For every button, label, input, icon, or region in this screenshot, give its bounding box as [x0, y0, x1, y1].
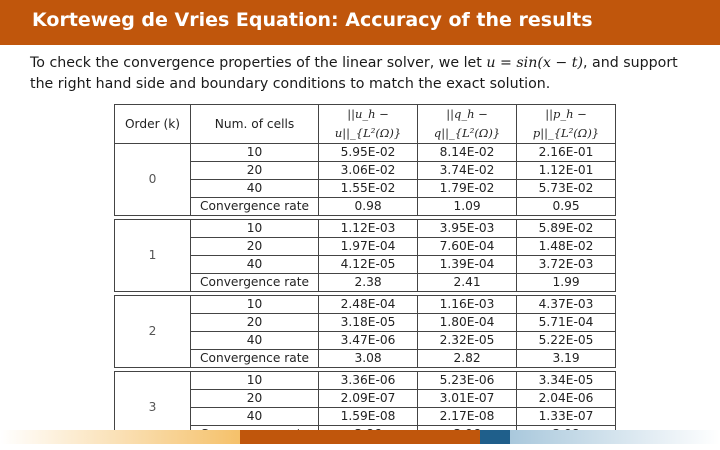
- error-cell: 1.79E-02: [418, 180, 517, 198]
- footer-bar: [0, 430, 720, 444]
- error-cell: 5.95E-02: [319, 144, 418, 162]
- cells-cell: 40: [191, 180, 319, 198]
- cells-cell: 20: [191, 162, 319, 180]
- table-row: [115, 390, 616, 408]
- error-cell: 3.34E-05: [517, 372, 616, 390]
- intro-text-1: To check the convergence properties of the linear solver, we let: [30, 55, 487, 71]
- table-row: [115, 162, 616, 180]
- error-cell: 3.06E-02: [319, 162, 418, 180]
- cells-cell: 40: [191, 408, 319, 426]
- error-cell: 5.22E-05: [517, 332, 616, 350]
- error-cell: 2.38: [319, 274, 418, 292]
- error-cell: 2.41: [418, 274, 517, 292]
- error-cell: 5.73E-02: [517, 180, 616, 198]
- cells-cell: 20: [191, 390, 319, 408]
- error-cell: 3.95E-03: [418, 220, 517, 238]
- table-row: [115, 220, 616, 238]
- footer-segment: [510, 430, 720, 444]
- cells-cell: 10: [191, 144, 319, 162]
- footer-segment: [240, 430, 480, 444]
- error-cell: 8.14E-02: [418, 144, 517, 162]
- error-cell: 2.09E-07: [319, 390, 418, 408]
- error-cell: 0.98: [319, 198, 418, 216]
- error-cell: 2.32E-05: [418, 332, 517, 350]
- intro-math: u = sin(x − t): [486, 55, 584, 71]
- table-row: [115, 274, 616, 292]
- error-cell: 3.01E-07: [418, 390, 517, 408]
- error-cell: 1.39E-04: [418, 256, 517, 274]
- error-cell: 1.16E-03: [418, 296, 517, 314]
- table-body: [115, 144, 616, 444]
- table-header-row: [115, 105, 616, 144]
- table-row: [115, 296, 616, 314]
- error-cell: 1.09: [418, 198, 517, 216]
- accuracy-table: [114, 104, 616, 444]
- error-cell: 2.82: [418, 350, 517, 368]
- table-row: [115, 144, 616, 162]
- error-cell: 1.12E-01: [517, 162, 616, 180]
- cells-cell: 10: [191, 296, 319, 314]
- header-p-error: ||p_h − p||_{L²(Ω)}: [517, 105, 616, 144]
- error-cell: 2.17E-08: [418, 408, 517, 426]
- error-cell: 1.48E-02: [517, 238, 616, 256]
- header-u-error: ||u_h − u||_{L²(Ω)}: [319, 105, 418, 144]
- cells-cell: 20: [191, 314, 319, 332]
- cells-cell: 40: [191, 332, 319, 350]
- cells-cell: Convergence rate: [191, 198, 319, 216]
- error-cell: 7.60E-04: [418, 238, 517, 256]
- table-row: [115, 198, 616, 216]
- cells-cell: Convergence rate: [191, 350, 319, 368]
- header-q-error: ||q_h − q||_{L²(Ω)}: [418, 105, 517, 144]
- table-row: [115, 332, 616, 350]
- slide-title: Korteweg de Vries Equation: Accuracy of the results: [32, 9, 593, 31]
- error-cell: 1.99: [517, 274, 616, 292]
- table-row: [115, 180, 616, 198]
- error-cell: 0.95: [517, 198, 616, 216]
- error-cell: 5.71E-04: [517, 314, 616, 332]
- table-row: [115, 238, 616, 256]
- error-cell: 1.55E-02: [319, 180, 418, 198]
- cells-cell: 20: [191, 238, 319, 256]
- cells-cell: 40: [191, 256, 319, 274]
- order-cell: 0: [115, 144, 191, 216]
- intro-text-2: , and support: [583, 55, 678, 71]
- error-cell: 2.48E-04: [319, 296, 418, 314]
- table-row: [115, 372, 616, 390]
- error-cell: 4.12E-05: [319, 256, 418, 274]
- table-row: [115, 256, 616, 274]
- error-cell: 5.89E-02: [517, 220, 616, 238]
- cells-cell: Convergence rate: [191, 274, 319, 292]
- header-order: Order (k): [115, 105, 191, 144]
- footer-segment: [0, 430, 240, 444]
- order-cell: 2: [115, 296, 191, 368]
- intro-paragraph: [30, 53, 705, 95]
- error-cell: 3.18E-05: [319, 314, 418, 332]
- header-cells: Num. of cells: [191, 105, 319, 144]
- error-cell: 1.33E-07: [517, 408, 616, 426]
- footer-segment: [480, 430, 510, 444]
- table-row: [115, 408, 616, 426]
- error-cell: 1.59E-08: [319, 408, 418, 426]
- cells-cell: 10: [191, 372, 319, 390]
- error-cell: 4.37E-03: [517, 296, 616, 314]
- error-cell: 3.72E-03: [517, 256, 616, 274]
- error-cell: 3.08: [319, 350, 418, 368]
- error-cell: 5.23E-06: [418, 372, 517, 390]
- title-bar: [0, 0, 720, 45]
- cells-cell: 10: [191, 220, 319, 238]
- intro-text-3: the right hand side and boundary conditions to match the exact solution.: [30, 76, 551, 92]
- error-cell: 3.36E-06: [319, 372, 418, 390]
- error-cell: 3.74E-02: [418, 162, 517, 180]
- error-cell: 2.16E-01: [517, 144, 616, 162]
- error-cell: 1.12E-03: [319, 220, 418, 238]
- table-row: [115, 350, 616, 368]
- error-cell: 3.19: [517, 350, 616, 368]
- order-cell: 3: [115, 372, 191, 444]
- table-row: [115, 314, 616, 332]
- error-cell: 2.04E-06: [517, 390, 616, 408]
- order-cell: 1: [115, 220, 191, 292]
- error-cell: 3.47E-06: [319, 332, 418, 350]
- error-cell: 1.97E-04: [319, 238, 418, 256]
- error-cell: 1.80E-04: [418, 314, 517, 332]
